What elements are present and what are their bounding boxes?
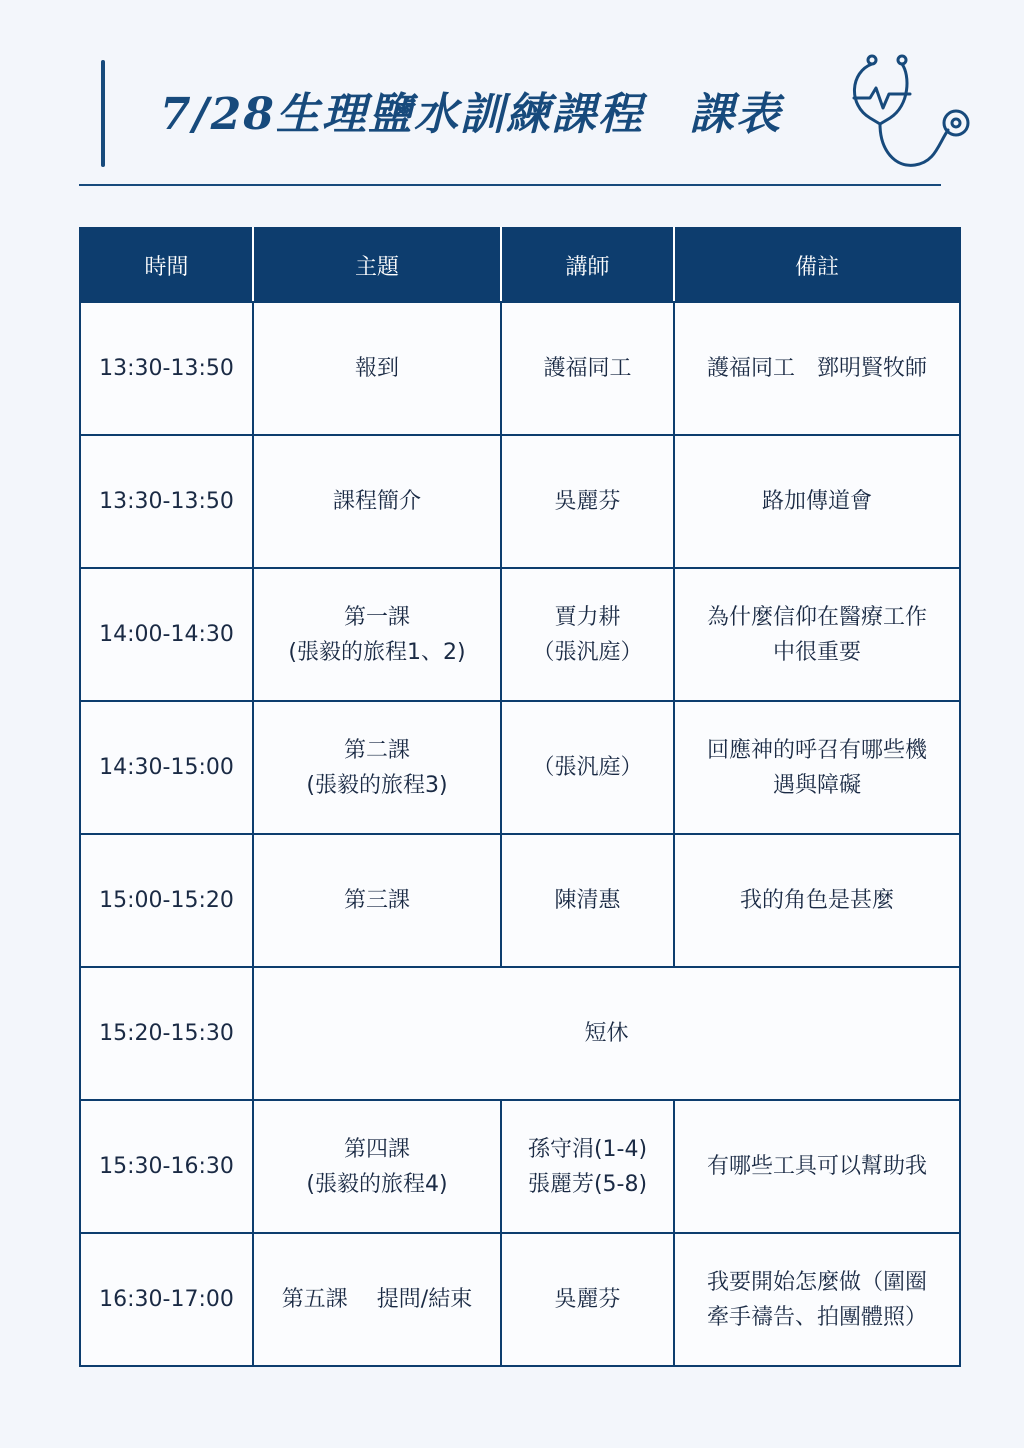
time-cell: 13:30-13:50 [80, 435, 253, 568]
break-cell: 短休 [253, 967, 960, 1100]
table-row [80, 967, 960, 1100]
time-cell: 16:30-17:00 [80, 1233, 253, 1366]
topic-cell: 第四課 (張毅的旅程4) [253, 1100, 501, 1233]
instructor-cell: 護福同工 [501, 302, 674, 435]
topic-cell: 第一課 (張毅的旅程1、2) [253, 568, 501, 701]
topic-cell: 第二課 (張毅的旅程3) [253, 701, 501, 834]
header-remarks: 備註 [674, 228, 960, 302]
time-cell: 15:30-16:30 [80, 1100, 253, 1233]
time-cell: 15:20-15:30 [80, 967, 253, 1100]
remarks-cell: 我的角色是甚麼 [674, 834, 960, 967]
topic-cell: 第三課 [253, 834, 501, 967]
stethoscope-icon [840, 50, 975, 175]
topic-cell: 課程簡介 [253, 435, 501, 568]
table-row [80, 302, 960, 435]
table-row [80, 435, 960, 568]
instructor-cell: 吳麗芬 [501, 1233, 674, 1366]
header-instructor: 講師 [501, 228, 674, 302]
instructor-cell: 孫守涓(1-4) 張麗芳(5-8) [501, 1100, 674, 1233]
table-row [80, 568, 960, 701]
remarks-cell: 我要開始怎麼做（圍圈 牽手禱告、拍團體照） [674, 1233, 960, 1366]
header-divider [79, 184, 941, 186]
table-header-row [80, 228, 960, 302]
schedule-table [79, 227, 961, 1367]
remarks-cell: 回應神的呼召有哪些機 遇與障礙 [674, 701, 960, 834]
remarks-cell: 有哪些工具可以幫助我 [674, 1100, 960, 1233]
table-row [80, 701, 960, 834]
title-accent-bar [101, 60, 105, 167]
time-cell: 15:00-15:20 [80, 834, 253, 967]
remarks-cell: 路加傳道會 [674, 435, 960, 568]
topic-cell: 第五課 提問/結束 [253, 1233, 501, 1366]
table-row [80, 1100, 960, 1233]
instructor-cell: 賈力耕 （張汎庭） [501, 568, 674, 701]
instructor-cell: 吳麗芬 [501, 435, 674, 568]
time-cell: 14:00-14:30 [80, 568, 253, 701]
header-topic: 主題 [253, 228, 501, 302]
table-row [80, 1233, 960, 1366]
table-row [80, 834, 960, 967]
instructor-cell: 陳清惠 [501, 834, 674, 967]
topic-cell: 報到 [253, 302, 501, 435]
remarks-cell: 為什麼信仰在醫療工作 中很重要 [674, 568, 960, 701]
header-time: 時間 [80, 228, 253, 302]
time-cell: 13:30-13:50 [80, 302, 253, 435]
instructor-cell: （張汎庭） [501, 701, 674, 834]
time-cell: 14:30-15:00 [80, 701, 253, 834]
remarks-cell: 護福同工 鄧明賢牧師 [674, 302, 960, 435]
page-title: 7/28生理鹽水訓練課程 課表 [160, 89, 782, 140]
